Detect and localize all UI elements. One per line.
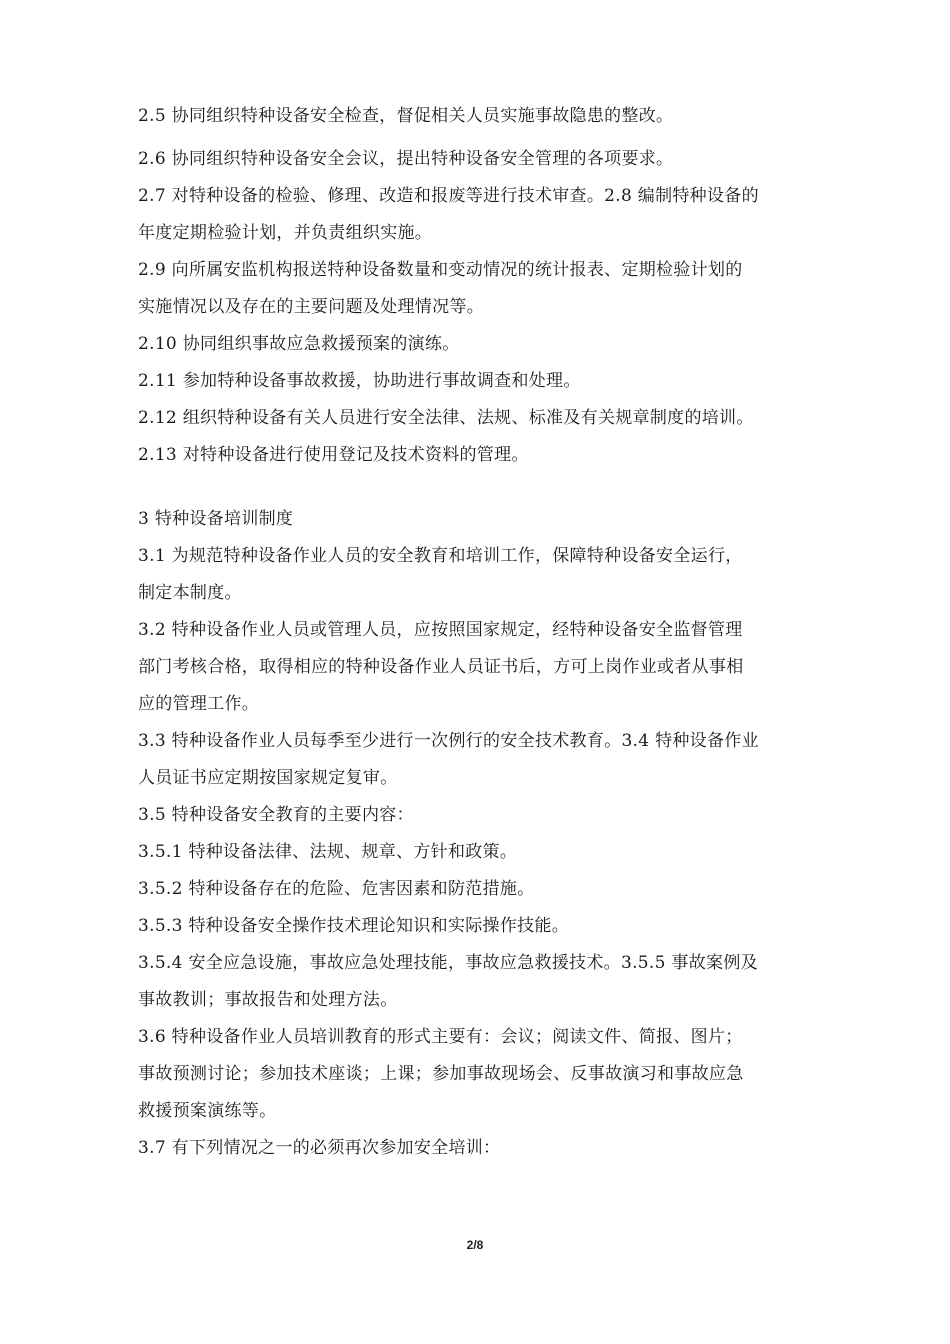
text-line: 实施情况以及存在的主要问题及处理情况等。 <box>138 297 484 317</box>
text-line: 救援预案演练等。 <box>138 1101 277 1121</box>
text-line: 3.5.3 特种设备安全操作技术理论知识和实际操作技能。 <box>138 916 570 936</box>
text-line: 2.6 协同组织特种设备安全会议，提出特种设备安全管理的各项要求。 <box>138 149 674 169</box>
text-line: 3.5.1 特种设备法律、法规、规章、方针和政策。 <box>138 842 518 862</box>
text-line: 3.7 有下列情况之一的必须再次参加安全培训： <box>138 1138 501 1158</box>
text-line: 2.11 参加特种设备事故救援，协助进行事故调查和处理。 <box>138 371 581 391</box>
page-number: 2/8 <box>466 1238 484 1252</box>
text-line: 3.5.2 特种设备存在的危险、危害因素和防范措施。 <box>138 879 535 899</box>
text-line: 2.12 组织特种设备有关人员进行安全法律、法规、标准及有关规章制度的培训。 <box>138 408 754 428</box>
text-line: 2.7 对特种设备的检验、修理、改造和报废等进行技术审查。2.8 编制特种设备的 <box>138 186 759 206</box>
document-body <box>138 98 824 1167</box>
text-line: 3.1 为规范特种设备作业人员的安全教育和培训工作，保障特种设备安全运行， <box>138 546 743 566</box>
text-line: 事故预测讨论；参加技术座谈；上课；参加事故现场会、反事故演习和事故应急 <box>138 1064 744 1084</box>
section-heading: 3 特种设备培训制度 <box>138 509 294 529</box>
text-line: 2.9 向所属安监机构报送特种设备数量和变动情况的统计报表、定期检验计划的 <box>138 260 743 280</box>
text-line: 制定本制度。 <box>138 583 242 603</box>
text-line: 3.5.4 安全应急设施，事故应急处理技能，事故应急救援技术。3.5.5 事故案例及 <box>138 953 758 973</box>
section-gap <box>138 474 824 501</box>
text-line: 部门考核合格，取得相应的特种设备作业人员证书后，方可上岗作业或者从事相 <box>138 657 744 677</box>
text-line: 2.5 协同组织特种设备安全检查，督促相关人员实施事故隐患的整改。 <box>138 106 674 126</box>
text-line: 人员证书应定期按国家规定复审。 <box>138 768 398 788</box>
text-line: 事故教训；事故报告和处理方法。 <box>138 990 398 1010</box>
text-line: 3.2 特种设备作业人员或管理人员，应按照国家规定，经特种设备安全监督管理 <box>138 620 743 640</box>
text-line: 应的管理工作。 <box>138 694 260 714</box>
text-line: 2.10 协同组织事故应急救援预案的演练。 <box>138 334 460 354</box>
text-line: 3.5 特种设备安全教育的主要内容： <box>138 805 414 825</box>
text-line: 3.3 特种设备作业人员每季至少进行一次例行的安全技术教育。3.4 特种设备作业 <box>138 731 759 751</box>
text-line: 2.13 对特种设备进行使用登记及技术资料的管理。 <box>138 445 529 465</box>
text-line: 年度定期检验计划，并负责组织实施。 <box>138 223 433 243</box>
text-line: 3.6 特种设备作业人员培训教育的形式主要有：会议；阅读文件、简报、图片； <box>138 1027 743 1047</box>
